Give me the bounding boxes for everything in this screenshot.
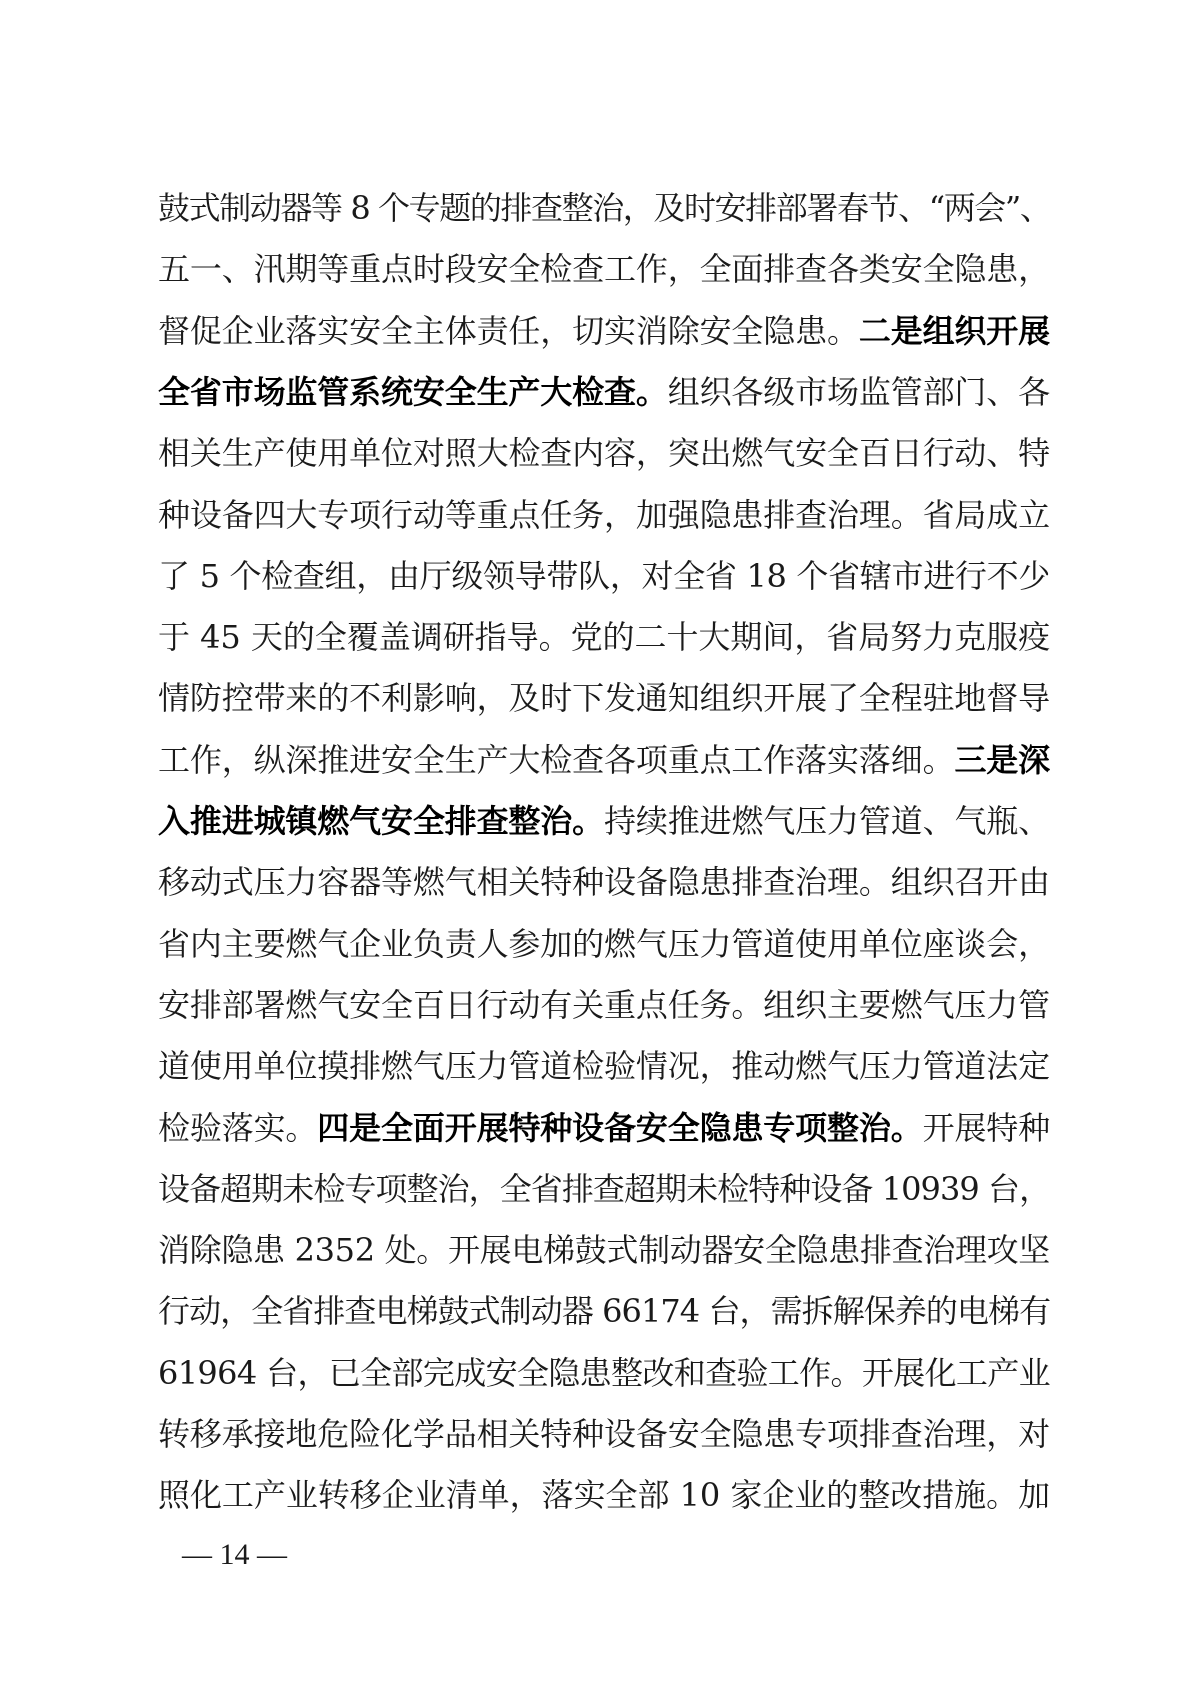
text-line xyxy=(158,914,1050,974)
text-line xyxy=(158,1281,1050,1341)
text-segment: 组织各级市场监管部门、各 xyxy=(667,372,1051,411)
text-line xyxy=(158,1036,1050,1096)
text-line xyxy=(158,852,1050,912)
text-line xyxy=(158,423,1050,483)
text-line xyxy=(158,178,1050,238)
text-line xyxy=(158,301,1050,361)
text-segment: 了 5 个检查组，由厅级领导带队，对全省 18 个省辖市进行不少 xyxy=(158,556,1050,595)
text-segment: 相关生产使用单位对照大检查内容，突出燃气安全百日行动、特 xyxy=(158,434,1051,473)
text-line xyxy=(158,607,1050,667)
text-line xyxy=(158,1098,1050,1158)
text-line xyxy=(158,239,1050,299)
text-segment: 设备超期未检专项整治，全省排查超期未检特种设备 10939 台， xyxy=(158,1169,1051,1208)
text-segment: 安排部署燃气安全百日行动有关重点任务。组织主要燃气压力管 xyxy=(158,985,1051,1024)
text-segment: 督促企业落实安全主体责任，切实消除安全隐患。 xyxy=(158,311,859,350)
text-segment: 移动式压力容器等燃气相关特种设备隐患排查治理。组织召开由 xyxy=(158,863,1051,902)
text-line xyxy=(158,1404,1050,1464)
text-line xyxy=(158,362,1050,422)
text-line xyxy=(158,1159,1050,1219)
text-line xyxy=(158,668,1050,728)
text-segment: 道使用单位摸排燃气压力管道检验情况，推动燃气压力管道法定 xyxy=(158,1047,1051,1086)
text-line xyxy=(158,1343,1050,1403)
text-segment: 检验落实。 xyxy=(158,1108,318,1147)
text-segment: 种设备四大专项行动等重点任务，加强隐患排查治理。省局成立 xyxy=(158,495,1051,534)
text-segment: 照化工产业转移企业清单，落实全部 10 家企业的整改措施。加 xyxy=(158,1476,1051,1515)
text-segment: 情防控带来的不利影响，及时下发通知组织开展了全程驻地督导 xyxy=(158,679,1051,718)
text-segment: 工作，纵深推进安全生产大检查各项重点工作落实落细。 xyxy=(158,740,955,779)
text-segment: 转移承接地危险化学品相关特种设备安全隐患专项排查治理，对 xyxy=(158,1415,1051,1453)
text-line xyxy=(158,1465,1050,1525)
text-line xyxy=(158,791,1050,851)
text-segment: 开展特种 xyxy=(922,1108,1051,1147)
text-segment: 五一、汛期等重点时段安全检查工作，全面排查各类安全隐患， xyxy=(158,250,1051,289)
bold-heading-segment: 三是深 xyxy=(954,740,1051,779)
text-line xyxy=(158,730,1050,790)
page-number: — 14 — xyxy=(182,1538,287,1571)
text-line xyxy=(158,1220,1050,1280)
bold-heading-segment: 四是全面开展特种设备安全隐患专项整治。 xyxy=(317,1108,923,1147)
text-segment: 于 45 天的全覆盖调研指导。党的二十大期间，省局努力克服疫 xyxy=(158,618,1051,657)
text-segment: 61964 台，已全部完成安全隐患整改和查验工作。开展化工产业 xyxy=(158,1353,1050,1392)
bold-heading-segment: 入推进城镇燃气安全排查整治。 xyxy=(158,802,605,840)
text-segment: 行动，全省排查电梯鼓式制动器 66174 台，需拆解保养的电梯有 xyxy=(158,1292,1051,1331)
text-segment: 省内主要燃气企业负责人参加的燃气压力管道使用单位座谈会， xyxy=(158,924,1051,963)
text-segment: 持续推进燃气压力管道、气瓶、 xyxy=(604,802,1051,840)
bold-heading-segment: 二是组织开展 xyxy=(858,311,1051,350)
text-segment: 消除隐患 2352 处。开展电梯鼓式制动器安全隐患排查治理攻坚 xyxy=(158,1231,1050,1270)
text-line xyxy=(158,975,1050,1035)
text-line xyxy=(158,546,1050,606)
bold-heading-segment: 全省市场监管系统安全生产大检查。 xyxy=(158,372,668,411)
text-line xyxy=(158,485,1050,545)
text-segment: 鼓式制动器等 8 个专题的排查整治，及时安排部署春节、“两会”、 xyxy=(158,189,1051,227)
